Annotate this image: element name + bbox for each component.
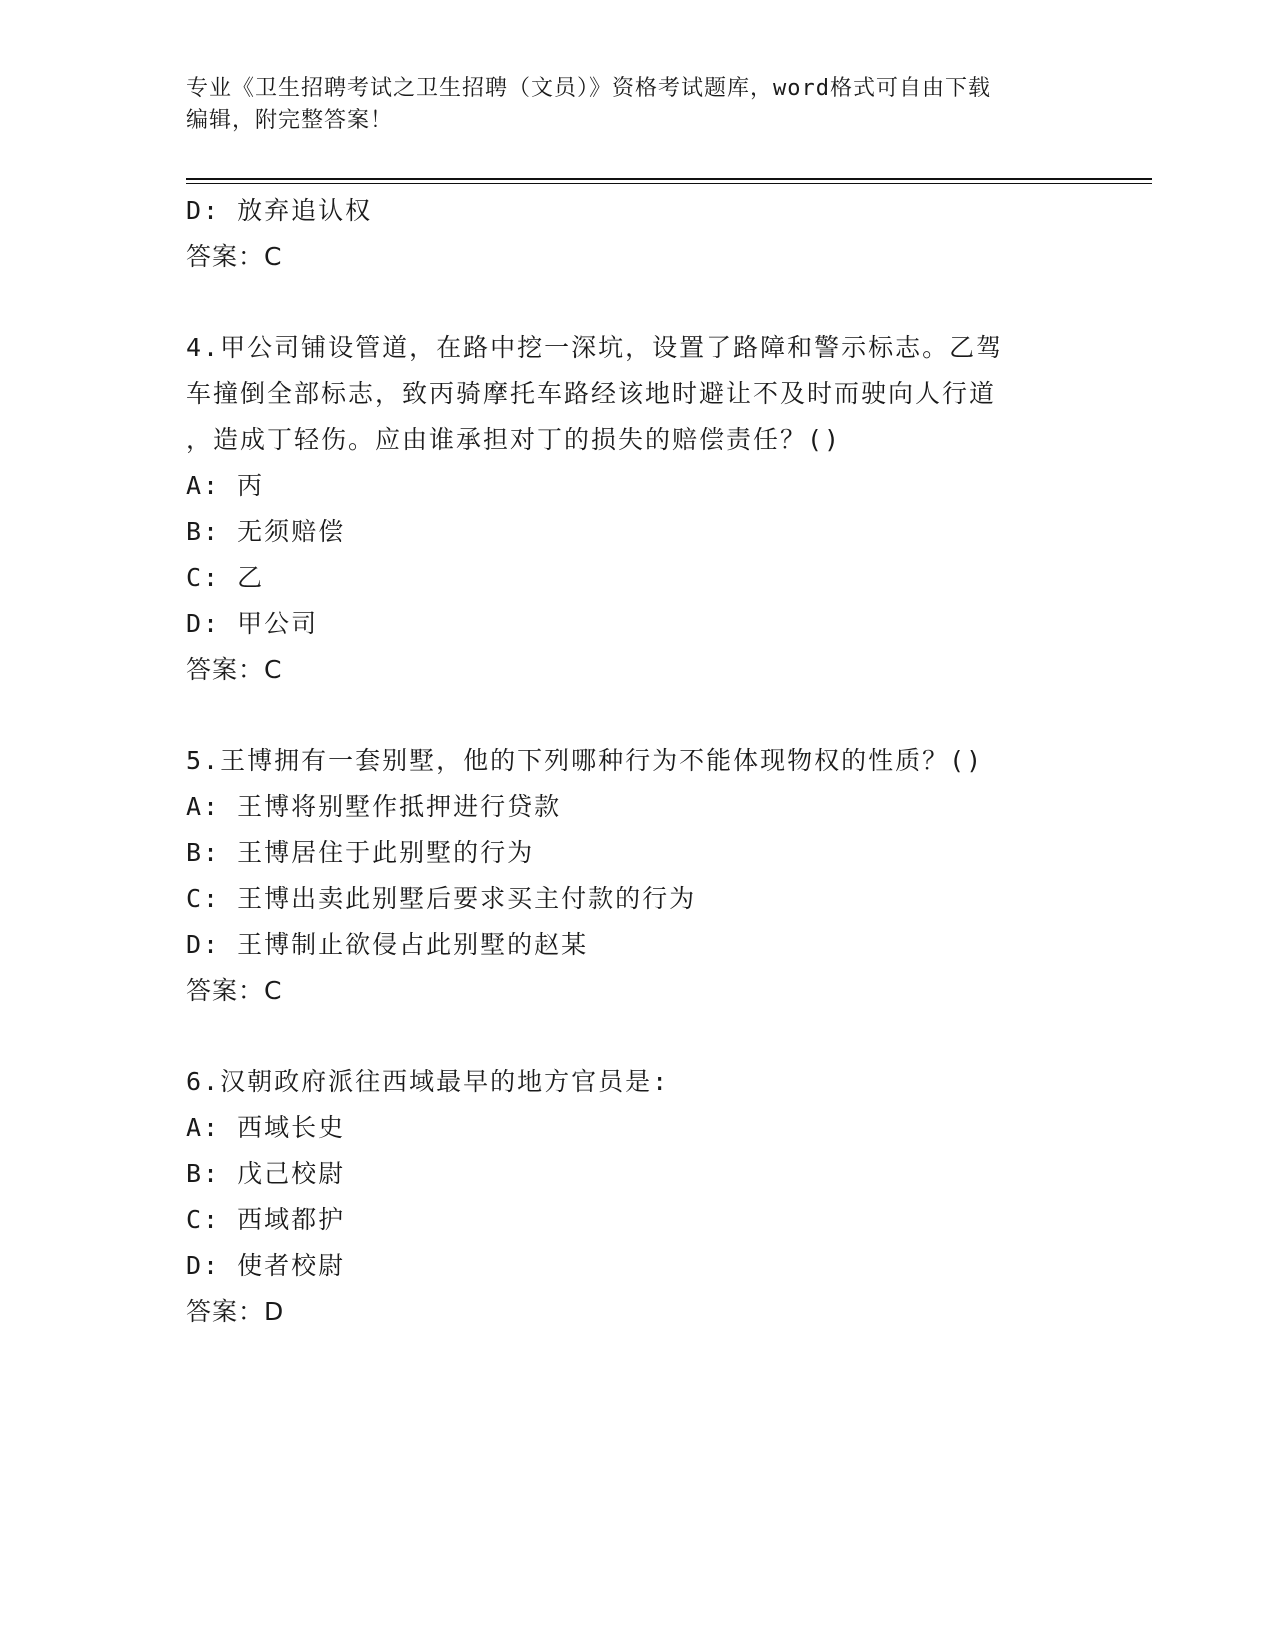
question-stem-line-3: ，造成丁轻伤。应由谁承担对丁的损失的赔偿责任？()	[186, 425, 842, 454]
document-header	[186, 73, 1086, 137]
answer: 答案：C	[186, 976, 283, 1005]
previous-question-tail	[186, 188, 1066, 280]
header-line-2: 编辑，附完整答案！	[186, 108, 394, 133]
option-a: A: 西域长史	[186, 1113, 346, 1142]
option-c: C: 王博出卖此别墅后要求买主付款的行为	[186, 884, 697, 913]
option-c: C: 乙	[186, 563, 265, 592]
option-b: B: 王博居住于此别墅的行为	[186, 838, 535, 867]
answer: 答案：D	[186, 1297, 285, 1326]
question-4	[186, 325, 1066, 693]
question-list	[186, 188, 1066, 1335]
header-divider-thin	[186, 183, 1152, 184]
option-d: D: 甲公司	[186, 609, 319, 638]
question-stem: 6.汉朝政府派往西域最早的地方官员是:	[186, 1067, 670, 1096]
option-b: B: 戊己校尉	[186, 1159, 346, 1188]
question-stem-line-1: 4.甲公司铺设管道，在路中挖一深坑，设置了路障和警示标志。乙驾	[186, 333, 1004, 362]
option-b: B: 无须赔偿	[186, 517, 346, 546]
option-a: A: 王博将别墅作抵押进行贷款	[186, 792, 562, 821]
answer: 答案：C	[186, 655, 283, 684]
option-d: D: 王博制止欲侵占此别墅的赵某	[186, 930, 589, 959]
option-d: D: 使者校尉	[186, 1251, 346, 1280]
option-d: D: 放弃追认权	[186, 196, 373, 225]
question-stem-line-2: 车撞倒全部标志，致丙骑摩托车路经该地时避让不及时而驶向人行道	[186, 379, 997, 408]
option-c: C: 西域都护	[186, 1205, 346, 1234]
question-stem: 5.王博拥有一套别墅，他的下列哪种行为不能体现物权的性质？()	[186, 746, 984, 775]
option-a: A: 丙	[186, 471, 265, 500]
answer: 答案：C	[186, 242, 283, 271]
question-5	[186, 738, 1066, 1014]
header-divider-thick	[186, 178, 1152, 180]
question-6	[186, 1059, 1066, 1335]
header-line-1: 专业《卫生招聘考试之卫生招聘（文员）》资格考试题库，word格式可自由下载	[186, 76, 991, 101]
